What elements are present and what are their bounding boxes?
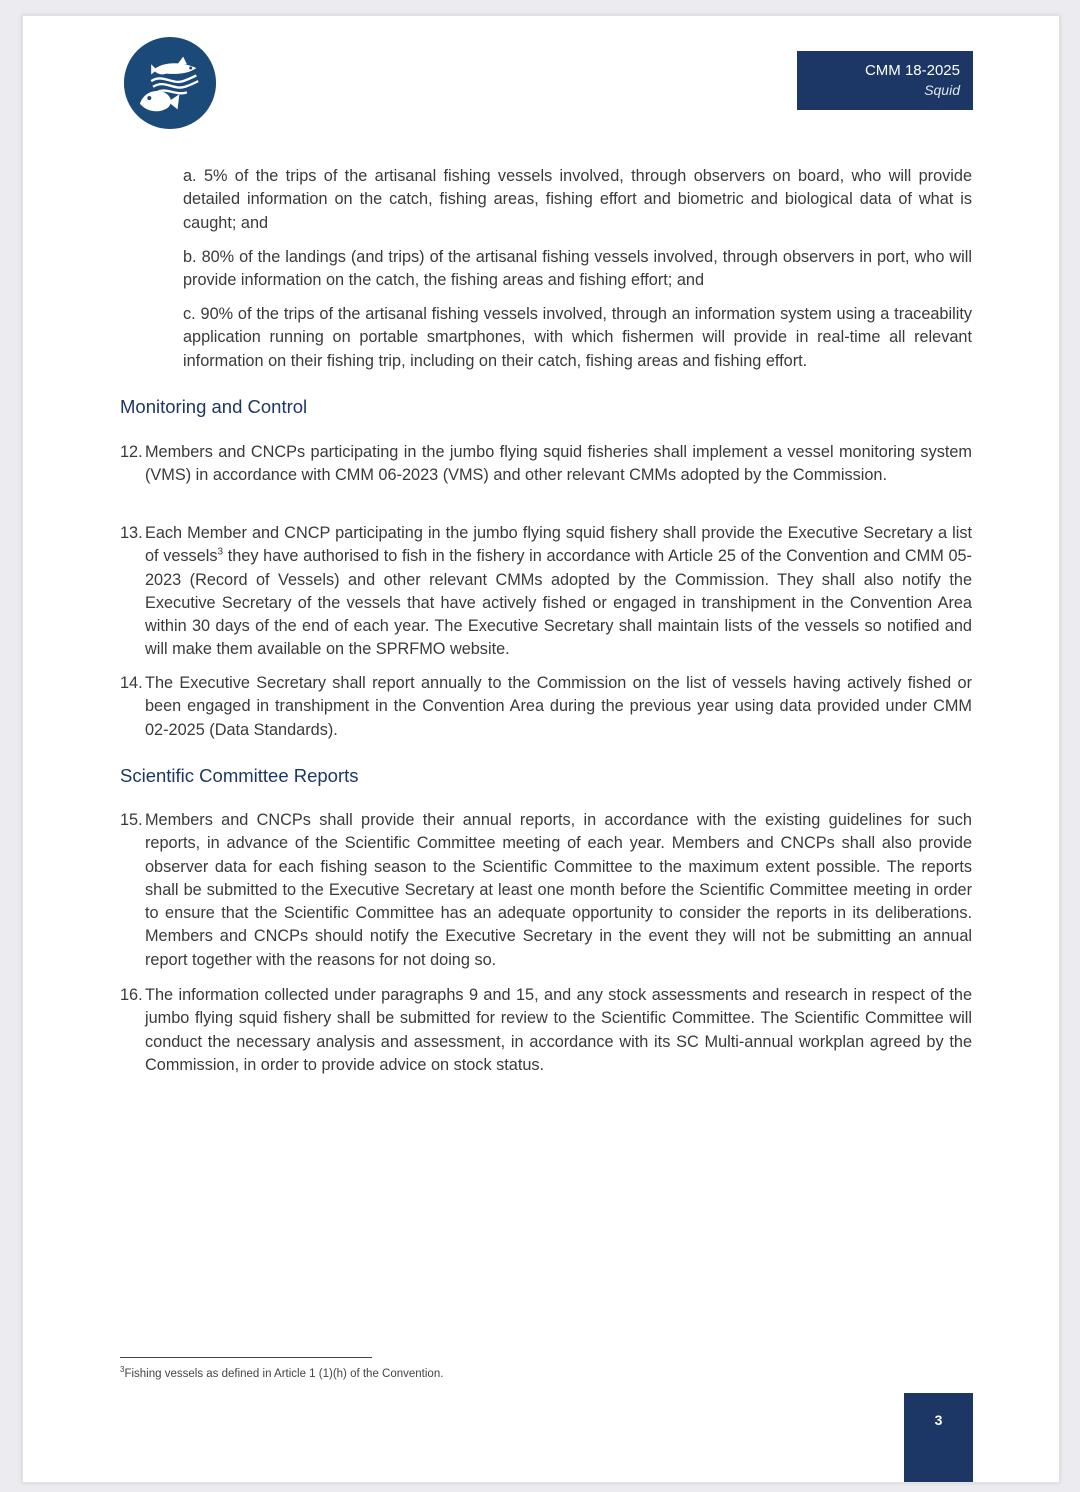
subitem-text: 80% of the landings (and trips) of the artisanal fishing vessels involved, through observers in port, who will provide information on the catch, the fishing areas and fishing effort; and — [183, 248, 972, 290]
footnote-text: Fishing vessels as defined in Article 1 (1)(h) of the Convention. — [124, 1368, 444, 1380]
paragraph-text: The Executive Secretary shall report annually to the Commission on the list of vessels having actively fished or been engaged in transhipment in the Convention Area during the previous year using data provided under CMM 02-2025 (Data Standards). — [145, 674, 972, 739]
footnote-divider — [120, 1357, 372, 1358]
section-heading-monitoring: Monitoring and Control — [120, 396, 308, 417]
paragraph-13 — [120, 522, 972, 662]
subitem-c — [183, 303, 972, 373]
subitem-label: b. — [183, 248, 197, 266]
paragraph-number: 12. — [120, 443, 143, 461]
paragraph-text: Members and CNCPs participating in the jumbo flying squid fisheries shall implement a vessel monitoring system (VMS) in accordance with CMM 06-2023 (VMS) and other relevant CMMs adopted by the Commission. — [145, 443, 972, 485]
paragraph-text-part: they have authorised to fish in the fishery in accordance with Article 25 of the Convention and CMM 05-2023 (Record of Vessels) and other relevant CMMs adopted by the Commission. They shall also notify the Executive Secretary of the vessels that have actively fished or engaged in transhipment in the Convention Area within 30 days of the end of each year. The Executive Secretary shall maintain lists of the vessels so notified and will make them available on the SPRFMO website. — [145, 547, 972, 659]
subitem-text: 90% of the trips of the artisanal fishing vessels involved, through an information system using a traceability application running on portable smartphones, with which fishermen will provide in real-time all relevant information on their fishing trip, including on their catch, fishing areas and fishing effort. — [183, 305, 972, 370]
footnote-marker: 3 — [120, 1365, 125, 1375]
subitem-label: a. — [183, 167, 197, 185]
subitem-a — [183, 165, 972, 235]
paragraph-number: 14. — [120, 674, 143, 692]
footnote — [120, 1365, 444, 1380]
subitem-b — [183, 246, 972, 293]
document-code-badge — [797, 51, 973, 110]
paragraph-number: 15. — [120, 811, 143, 829]
paragraph-16 — [120, 984, 972, 1077]
paragraph-number: 16. — [120, 986, 143, 1004]
paragraph-12 — [120, 441, 972, 488]
document-subject: Squid — [924, 82, 960, 98]
document-page — [22, 15, 1060, 1483]
paragraph-15 — [120, 809, 972, 972]
fish-circle-logo-icon — [123, 36, 217, 130]
paragraph-text — [145, 522, 972, 662]
paragraph-number: 13. — [120, 524, 143, 542]
page-number: 3 — [904, 1393, 973, 1482]
subitem-text: 5% of the trips of the artisanal fishing vessels involved, through observers on board, who will provide detailed information on the catch, fishing areas, fishing effort and biometric and biological data of what is caught; and — [183, 167, 973, 232]
document-code: CMM 18-2025 — [864, 62, 960, 79]
paragraph-text: The information collected under paragraphs 9 and 15, and any stock assessments and research in respect of the jumbo flying squid fishery shall be submitted for review to the Scientific Committee. The Scientific Committee will conduct the necessary analysis and assessment, in accordance with its SC Multi-annual workplan agreed by the Commission, in order to provide advice on stock status. — [145, 986, 972, 1074]
paragraph-text: Members and CNCPs shall provide their annual reports, in accordance with the existing guidelines for such reports, in advance of the Scientific Committee meeting of each year. Members and CNCPs shall also provide observer data for each fishing season to the Scientific Committee to the maximum extent possible. The reports shall be submitted to the Executive Secretary at least one month before the Scientific Committee meeting in order to ensure that the Scientific Committee has an adequate opportunity to consider the reports in its deliberations. Members and CNCPs should notify the Executive Secretary in the event they will not be submitting an annual report together with the reasons for not doing so. — [145, 811, 972, 969]
paragraph-text-part: Each Member and CNCP participating in the jumbo flying squid fishery shall provide the Executive Secretary a list of vessels — [145, 524, 972, 566]
subitem-label: c. — [183, 305, 196, 323]
footnote-reference[interactable]: 3 — [217, 546, 224, 558]
paragraph-14 — [120, 672, 972, 742]
section-heading-scientific: Scientific Committee Reports — [120, 765, 359, 786]
